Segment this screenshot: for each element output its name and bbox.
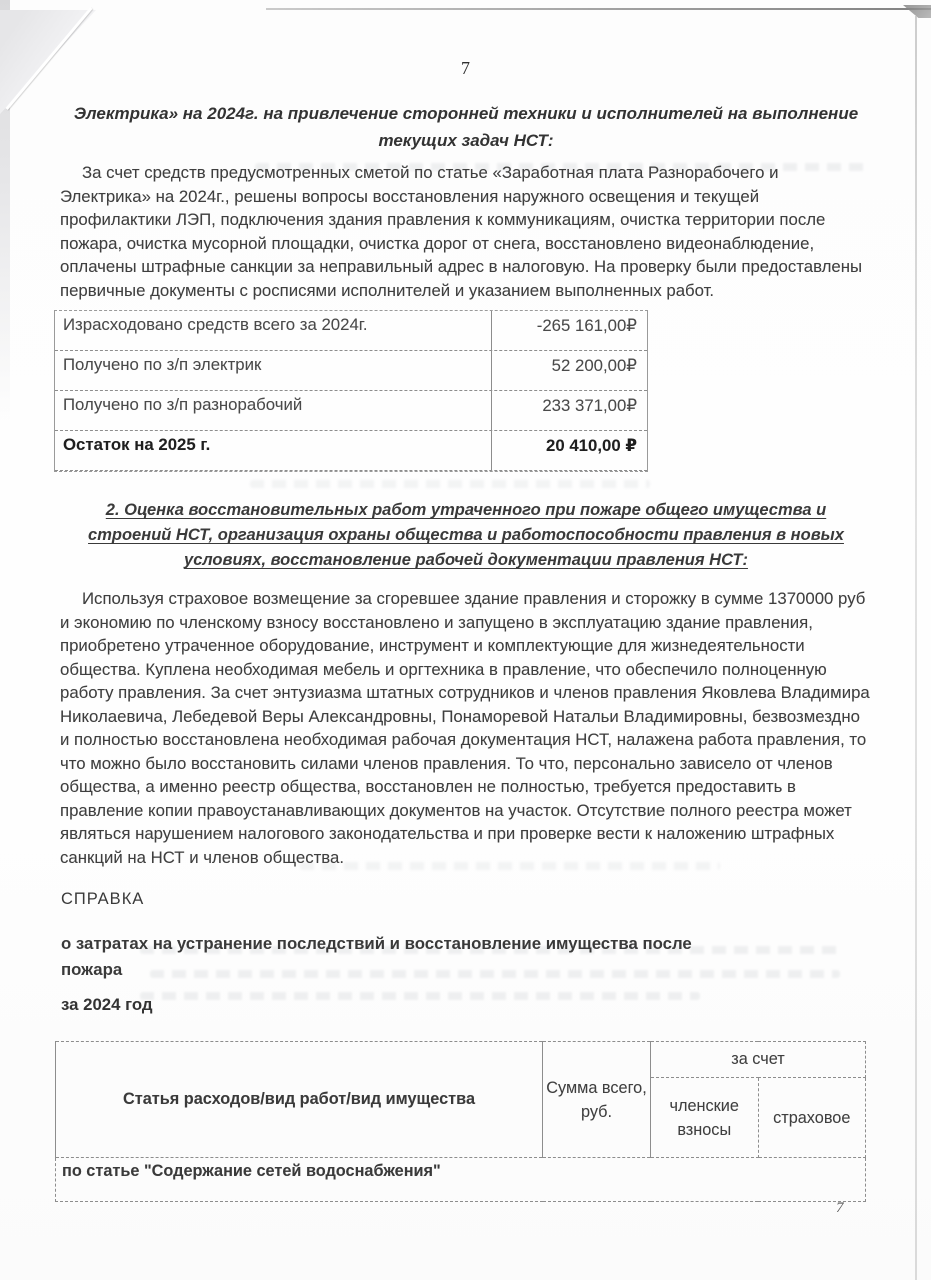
- bleed-through-artifact: [140, 992, 700, 1000]
- expense-row-value: -265 161,00₽: [536, 316, 637, 335]
- column-header-insurance: страховое: [758, 1078, 866, 1158]
- column-header-member-fees: членские взносы: [651, 1078, 759, 1158]
- scan-right-edge-line: [915, 16, 917, 1280]
- scan-corner-mark: [903, 5, 931, 18]
- expense-row-value: 20 410,00 ₽: [546, 436, 637, 455]
- expense-row-label: Остаток на 2025 г.: [55, 431, 492, 470]
- page-number-top: 7: [461, 58, 470, 78]
- spravka-period: за 2024 год: [61, 995, 153, 1014]
- table-row-total: [55, 431, 647, 471]
- paragraph-budget-spending: За счет средств предусмотренных сметой по статье «Заработная плата Разнорабочего и Электрика» на 2024г., решены вопросы восстановления наружного освещения и текущей профилактики ЛЭП, подключения здания правления к коммуникациям, очистка территории после пожара, очистка мусорной площадки, очистка дорог от снега, восстановлено видеонаблюдение, оплачены штрафные санкции за неправильный адрес в налоговую. На проверку были предоставлены первичные документы с росписями исполнителей и указанием выполненных работ.: [60, 163, 863, 300]
- table-row: [55, 311, 647, 351]
- table-row: [55, 391, 647, 431]
- column-group-header-za-schet: за счет: [651, 1042, 866, 1078]
- expense-row-value: 233 371,00₽: [542, 396, 637, 415]
- expense-row-value: 52 200,00₽: [551, 356, 637, 375]
- expense-row-label: Получено по з/п электрик: [55, 351, 492, 390]
- expense-row-label: Получено по з/п разнорабочий: [55, 391, 492, 430]
- costs-summary-table: [55, 1041, 866, 1202]
- scan-top-edge-line: [266, 8, 931, 10]
- spravka-title: СПРАВКА: [61, 890, 145, 908]
- table-header-row: [56, 1042, 866, 1078]
- section-row-water-supply: по статье "Содержание сетей водоснабжения": [56, 1158, 866, 1202]
- heading-section-2-restoration: 2. Оценка восстановительных работ утраченного при пожаре общего имущества и строений НСТ, организация охраны общества и работоспособности правления в новых условиях, восстановление рабочей документации правления НСТ:: [88, 501, 844, 569]
- bleed-through-artifact: [250, 480, 650, 488]
- column-header-total-sum: Сумма всего, руб.: [543, 1042, 651, 1158]
- table-row: [55, 351, 647, 391]
- expense-row-label: Израсходовано средств всего за 2024г.: [55, 311, 492, 350]
- column-header-expense-item: Статья расходов/вид работ/вид имущества: [56, 1042, 543, 1158]
- table-row: [56, 1158, 866, 1202]
- spravka-subtitle: о затратах на устранение последствий и восстановление имущества после пожара: [61, 934, 692, 979]
- paragraph-restoration-works: Используя страховое возмещение за сгоревшее здание правления и сторожку в сумме 1370000 руб и экономию по членскому взносу восстановлено и запущено в эксплуатацию здание правления, приобретено утраченное оборудование, инструмент и комплектующие для жизнедеятельности общества. Куплена необходимая мебель и оргтехника в правление, что обеспечило полноценную работу правления. За счет энтузиазма штатных сотрудников и членов правления Яковлева Владимира Николаевича, Лебедевой Веры Александровны, Понаморевой Натальи Владимировны, безвозмездно и полностью восстановлена необходимая рабочая документация НСТ, налажена работа правления, то что можно было восстановить силами членов правления. То что, персонально зависело от членов общества, а именно реестр общества, восстановлен не полностью, требуется предоставить в правление копии правоустанавливающих документов на участок. Отсутствие полного реестра может являться нарушением налогового законодательства и при проверке вести к наложению штрафных санкций на НСТ и членов общества.: [60, 589, 870, 867]
- heading-electrician-budget: Электрика» на 2024г. на привлечение сторонней техники и исполнителей на выполнение текущих задач НСТ:: [73, 104, 859, 150]
- page-number-bottom: 7: [836, 1200, 844, 1216]
- expense-summary-table: [54, 310, 648, 472]
